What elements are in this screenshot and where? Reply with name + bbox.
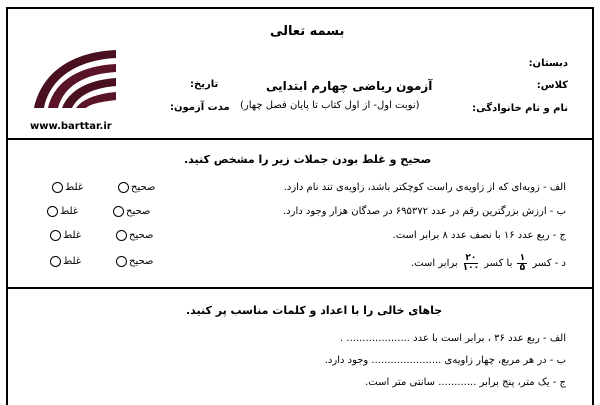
- fill-item-2: ب - در هر مربع، چهار زاویه‌ی ...................... وجود دارد.: [324, 355, 566, 366]
- fraction-2-denominator: ۱۰۰: [462, 263, 480, 273]
- fraction-1: [517, 254, 527, 273]
- radio-circle[interactable]: [50, 256, 61, 267]
- true-option-1[interactable]: [118, 182, 155, 193]
- section1-title: صحیح و غلط بودن جملات زیر را مشخص کنید.: [184, 153, 432, 166]
- tf-item-1: الف - زوبه‌ای که از زاویه‌ی راست کوچکتر باشد، زاویه‌ی تند نام دارد.: [283, 182, 566, 193]
- true-option-3[interactable]: [116, 230, 153, 241]
- tf-item-3: ج - ربع عدد ۱۶ با نصف عدد ۸ برابر است.: [392, 230, 566, 241]
- fill-item-3: ج - یک متر، پنج برابر ............ سانتی متر است.: [365, 377, 566, 388]
- tf-item-4: [411, 254, 566, 273]
- false-option-1[interactable]: [52, 182, 83, 193]
- true-label: صحیح: [129, 256, 154, 267]
- false-label: غلط: [63, 230, 82, 241]
- date-label: تاریخ:: [190, 79, 219, 90]
- tf-item-4-part3: برابر است.: [410, 258, 458, 269]
- true-label: صحیح: [129, 230, 154, 241]
- true-label: صحیح: [126, 206, 151, 217]
- fraction-2: [463, 254, 479, 273]
- tf-item-4-part1: د - کسر: [532, 258, 566, 269]
- true-option-4[interactable]: [116, 256, 153, 267]
- name-label: نام و نام خانوادگی:: [472, 103, 568, 114]
- fraction-1-denominator: ۵: [519, 263, 526, 273]
- true-option-2[interactable]: [113, 206, 150, 217]
- fraction-1-numerator: ۱: [519, 253, 526, 263]
- radio-circle[interactable]: [113, 206, 124, 217]
- false-label: غلط: [63, 256, 82, 267]
- section2-title: جاهای خالی را با اعداد و کلمات مناسب پر کنید.: [186, 304, 443, 317]
- exam-title: آزمون ریاضی چهارم ابتدایی: [266, 79, 433, 93]
- radio-circle[interactable]: [116, 230, 127, 241]
- fill-item-1: الف - ربع عدد ۳۶ ، برابر است با عدد .................... .: [340, 333, 566, 344]
- website-url: www.barttar.ir: [30, 121, 112, 132]
- header-divider: [6, 138, 594, 140]
- false-option-3[interactable]: [50, 230, 81, 241]
- tf-item-2: ب - ارزش بزرگترین رقم در عدد ۶۹۵۳۷۲ در صدگان هزار وجود دارد.: [283, 206, 566, 217]
- class-label: کلاس:: [536, 80, 568, 91]
- tf-item-4-part2: با کسر: [484, 258, 513, 269]
- logo-icon: [32, 42, 118, 112]
- fraction-2-numerator: ۲۰: [465, 253, 477, 263]
- radio-circle[interactable]: [116, 256, 127, 267]
- radio-circle[interactable]: [52, 182, 63, 193]
- false-option-2[interactable]: [47, 206, 78, 217]
- radio-circle[interactable]: [50, 230, 61, 241]
- duration-label: مدت آزمون:: [170, 102, 230, 113]
- section-divider: [6, 287, 594, 289]
- school-label: دبستان:: [528, 58, 568, 69]
- false-label: غلط: [65, 182, 84, 193]
- radio-circle[interactable]: [118, 182, 129, 193]
- false-label: غلط: [60, 206, 79, 217]
- false-option-4[interactable]: [50, 256, 81, 267]
- bismillah: بسمه تعالی: [270, 24, 345, 39]
- exam-subtitle: (نوبت اول- از اول کتاب تا پایان فصل چهار): [240, 100, 420, 111]
- true-label: صحیح: [131, 182, 156, 193]
- radio-circle[interactable]: [47, 206, 58, 217]
